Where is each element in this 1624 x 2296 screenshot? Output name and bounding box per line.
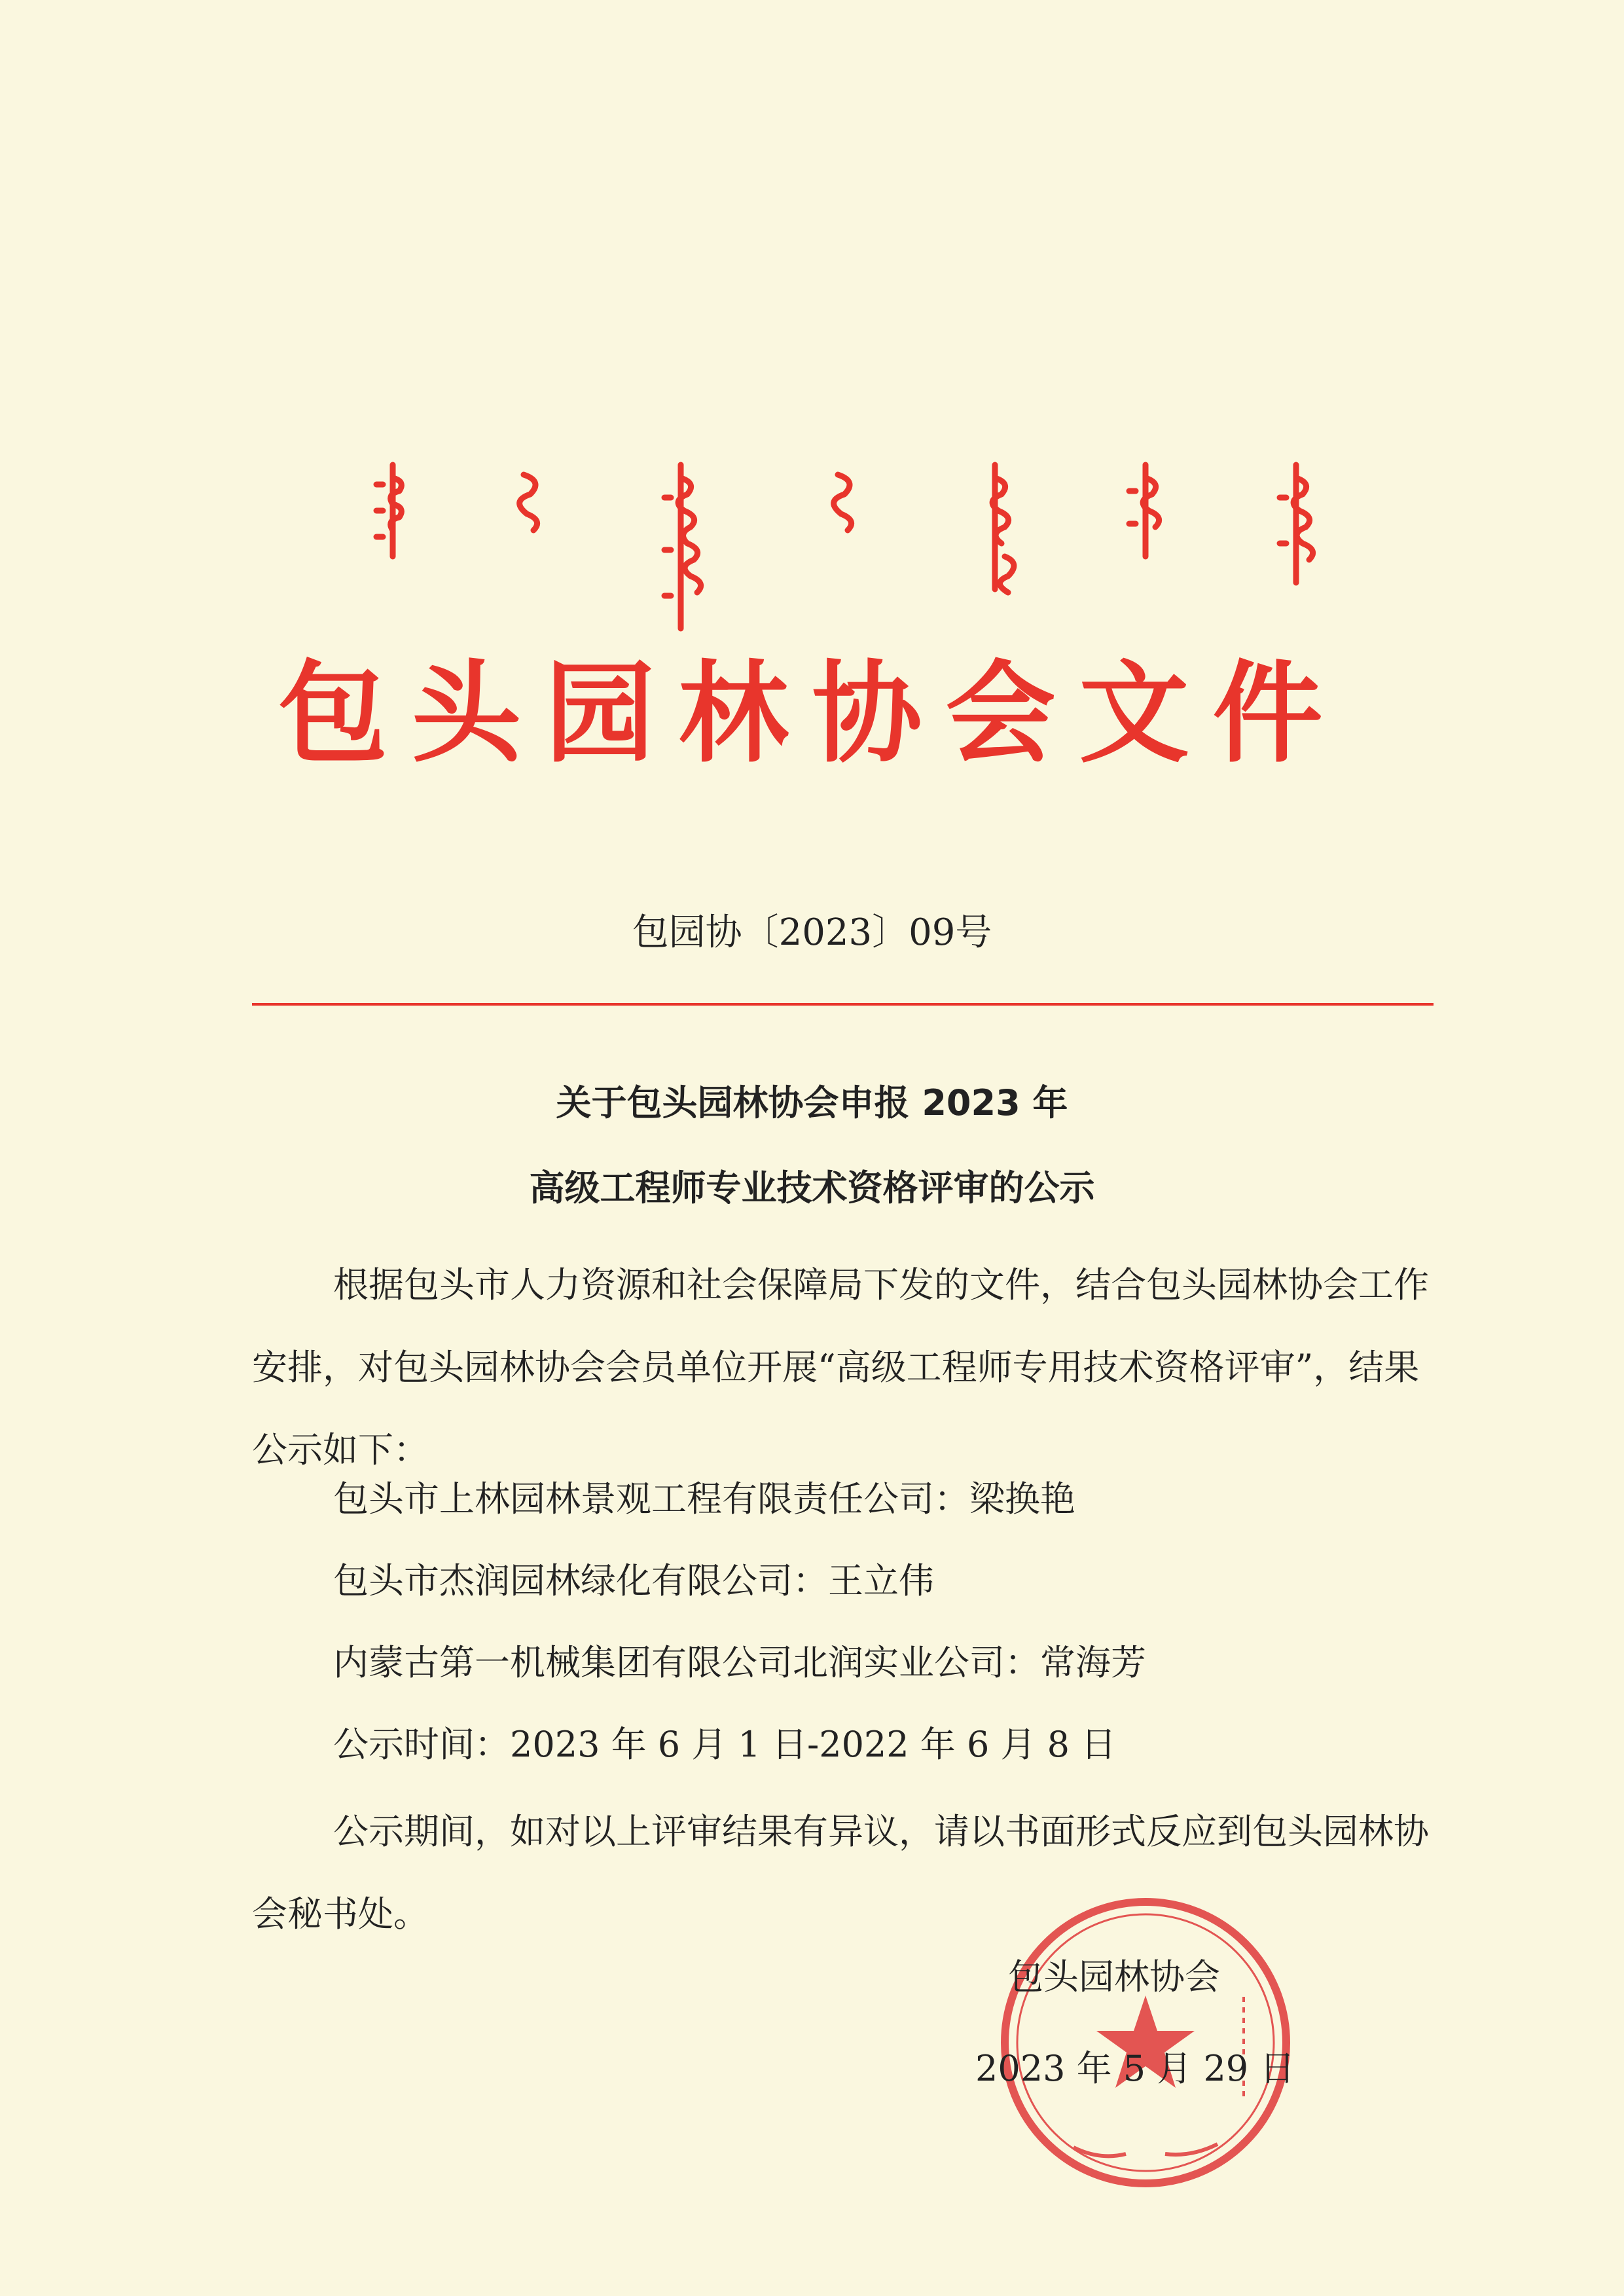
mongolian-script-header <box>367 458 1348 642</box>
signing-date: 2023 年 5 月 29 日 <box>975 2048 1295 2089</box>
mongolian-word-6 <box>1129 465 1159 556</box>
mongolian-word-5 <box>992 465 1014 592</box>
mongolian-word-2 <box>520 475 537 530</box>
notice-title-line-1: 关于包头园林协会申报 2023 年 <box>556 1082 1068 1123</box>
publicity-period: 公示时间：2023 年 6 月 1 日-2022 年 6 月 8 日 <box>333 1724 1117 1765</box>
result-item-2: 包头市杰润园林绿化有限公司：王立伟 <box>333 1560 934 1601</box>
mongolian-word-3 <box>664 465 701 629</box>
document-header-title: 包头园林协会文件 <box>278 649 1346 778</box>
header-divider <box>252 1003 1434 1006</box>
intro-paragraph: 根据包头市人力资源和社会保障局下发的文件，结合包头园林协会工作安排，对包头园林协会会员单位开展“高级工程师专用技术资格评审”，结果公示如下： <box>252 1264 1429 1470</box>
document-number: 包园协〔2023〕09号 <box>632 911 992 954</box>
mongolian-word-1 <box>376 465 401 556</box>
notice-title-line-2: 高级工程师专业技术资格评审的公示 <box>529 1167 1095 1209</box>
result-item-3: 内蒙古第一机械集团有限公司北润实业公司：常海芳 <box>333 1642 1146 1683</box>
official-seal <box>995 1892 1296 2193</box>
objection-paragraph: 公示期间，如对以上评审结果有异议，请以书面形式反应到包头园林协会秘书处。 <box>252 1811 1429 1935</box>
signing-organization: 包头园林协会 <box>1008 1956 1220 1997</box>
mongolian-word-4 <box>834 475 852 530</box>
result-item-1: 包头市上林园林景观工程有限责任公司：梁换艳 <box>333 1478 1075 1520</box>
mongolian-word-7 <box>1280 465 1313 583</box>
